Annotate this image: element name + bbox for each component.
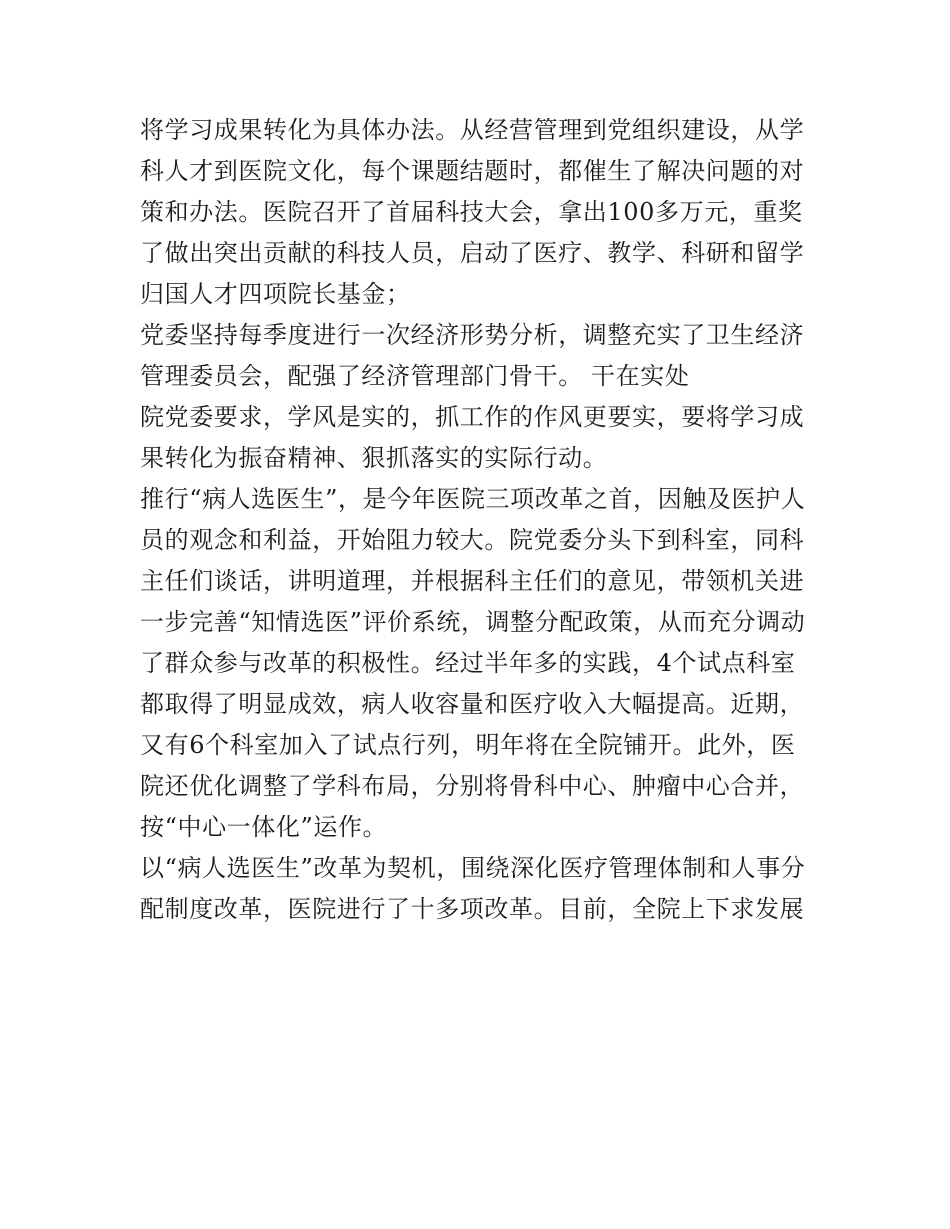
text-line: 推行“病人选医生”，是今年医院三项改革之首，因触及医护人 — [140, 485, 806, 513]
document-body — [140, 110, 820, 930]
text-line: 院党委要求，学风是实的，抓工作的作风更要实，要将学习成 — [140, 403, 805, 431]
text-line: 又有6个科室加入了试点行列，明年将在全院铺开。此外，医 — [140, 731, 796, 759]
text-line: 果转化为振奋精神、狠抓落实的实际行动。 — [140, 444, 608, 472]
text-line: 策和办法。医院召开了首届科技大会，拿出100多万元，重奖 — [140, 198, 803, 226]
text-line: 归国人才四项院长基金； — [140, 280, 411, 308]
text-line: 主任们谈话，讲明道理，并根据科主任们的意见，带领机关进 — [140, 567, 805, 595]
text-line: 按“中心一体化”运作。 — [140, 813, 388, 841]
text-line: 员的观念和利益，开始阻力较大。院党委分头下到科室，同科 — [140, 526, 805, 554]
text-line: 一步完善“知情选医”评价系统，调整分配政策，从而充分调动 — [140, 608, 806, 636]
text-line: 了群众参与改革的积极性。经过半年多的实践，4个试点科室 — [140, 649, 796, 677]
text-line: 以“病人选医生”改革为契机，围绕深化医疗管理体制和人事分 — [140, 854, 806, 882]
text-line: 院还优化调整了学科布局，分别将骨科中心、肿瘤中心合并， — [140, 772, 805, 800]
text-line: 配制度改革，医院进行了十多项改革。目前，全院上下求发展 — [140, 895, 805, 923]
text-line: 科人才到医院文化，每个课题结题时，都催生了解决问题的对 — [140, 157, 805, 185]
text-line: 了做出突出贡献的科技人员，启动了医疗、教学、科研和留学 — [140, 239, 805, 267]
text-line: 管理委员会，配强了经济管理部门骨干。 干在实处 — [140, 362, 690, 390]
text-line: 党委坚持每季度进行一次经济形势分析，调整充实了卫生经济 — [140, 321, 805, 349]
text-line: 将学习成果转化为具体办法。从经营管理到党组织建设，从学 — [140, 116, 805, 144]
text-line: 都取得了明显成效，病人收容量和医疗收入大幅提高。近期， — [140, 690, 805, 718]
